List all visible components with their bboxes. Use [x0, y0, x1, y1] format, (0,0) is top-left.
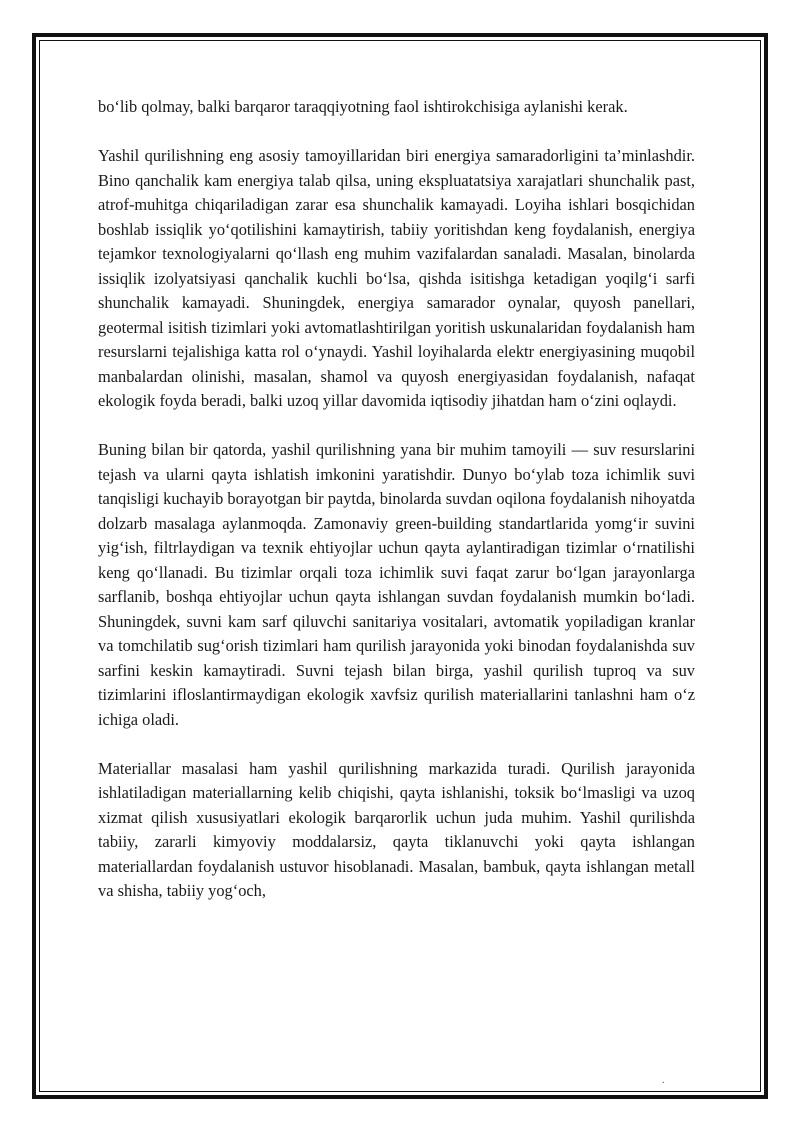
document-body [98, 95, 695, 928]
paragraph-continuation: bo‘lib qolmay, balki barqaror taraqqiyotning faol ishtirokchisiga aylanishi kerak. [98, 97, 628, 116]
paragraph-water-resources: Buning bilan bir qatorda, yashil qurilishning yana bir muhim tamoyili — suv resurslarini tejash va ularni qayta ishlatish imkonini yaratishdir. Dunyo bo‘ylab toza ichimlik suvi tanqisligi kuchayib borayotgan bir paytda, binolarda suvdan oqilona foydalanish nihoyatda dolzarb masalaga aylanmoqda. Zamonaviy green-building standartlarida yomg‘ir suvini yig‘ish, filtrlaydigan va texnik ehtiyojlar uchun qayta aylantiradigan tizimlar o‘rnatilishi keng qo‘llanadi. Bu tizimlar orqali toza ichimlik suvi faqat zarur bo‘lgan jarayonlarga sarflanib, boshqa ehtiyojlar uchun qayta ishlangan suvdan foydalanish mumkin bo‘ladi. Shuningdek, suvni kam sarf qiluvchi sanitariya vositalari, avtomatik yopiladigan kranlar va tomchilatib sug‘orish tizimlari ham qurilish jarayonida yoki binodan foydalanishda suv sarfini keskin kamaytiradi. Suvni tejash bilan birga, yashil qurilish tuproq va suv tizimlarini ifloslantirmaydigan ekologik xavfsiz qurilish materiallarini tanlashni ham o‘z ichiga oladi. [98, 440, 695, 729]
footer-mark: . [662, 1075, 665, 1086]
paragraph-energy-efficiency: Yashil qurilishning eng asosiy tamoyillaridan biri energiya samaradorligini ta’minlashdir. Bino qanchalik kam energiya talab qilsa, uning ekspluatatsiya xarajatlari shunchalik past, atrof-muhitga chiqariladigan zarar esa shunchalik kamayadi. Loyiha ishlari bosqichidan boshlab issiqlik yo‘qotilishini kamaytirish, tabiiy yoritishdan keng foydalanish, energiya tejamkor texnologiyalarni qo‘llash eng muhim vazifalardan sanaladi. Masalan, binolarda issiqlik izolyatsiyasi qanchalik kuchli bo‘lsa, qishda isitishga ketadigan yoqilg‘i sarfi shunchalik kamayadi. Shuningdek, energiya samarador oynalar, quyosh panellari, geotermal isitish tizimlari yoki avtomatlashtirilgan yoritish uskunalaridan foydalanish ham resurslarni tejalishiga katta rol o‘ynaydi. Yashil loyihalarda elektr energiyasining muqobil manbalardan olinishi, masalan, shamol va quyosh energiyasidan foydalanish, nafaqat ekologik foyda beradi, balki uzoq yillar davomida iqtisodiy jihatdan ham o‘zini oqlaydi. [98, 146, 695, 410]
paragraph-materials: Materiallar masalasi ham yashil qurilishning markazida turadi. Qurilish jarayonida ishlatiladigan materiallarning kelib chiqishi, qayta ishlanishi, toksik bo‘lmasligi va uzoq xizmat qilish xususiyatlari ekologik barqarorlik uchun juda muhim. Yashil qurilishda tabiiy, zararli kimyoviy moddalarsiz, qayta tiklanuvchi yoki qayta ishlangan materiallardan foydalanish ustuvor hisoblanadi. Masalan, bambuk, qayta ishlangan metall va shisha, tabiiy yog‘och, [98, 758, 695, 900]
